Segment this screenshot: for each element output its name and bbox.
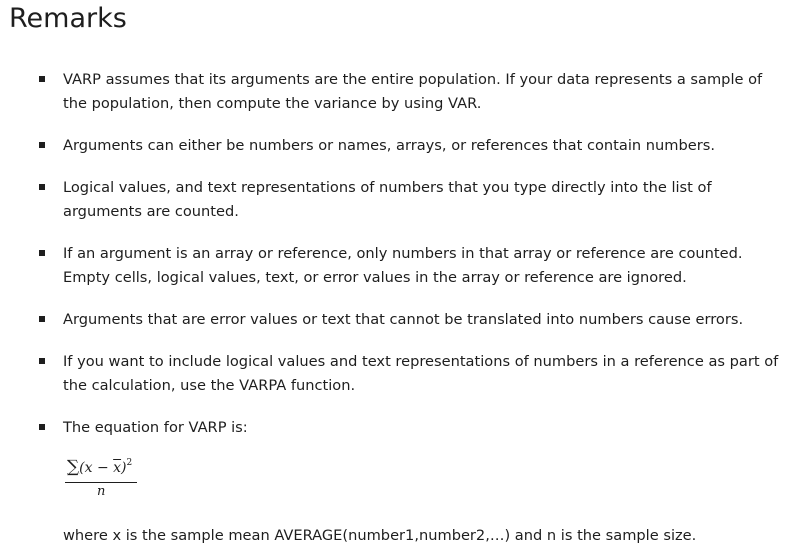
- bullet-icon: [39, 316, 45, 322]
- formula-xbar: $\overline{x}$: [113, 460, 122, 476]
- formula-numerator: [67, 457, 132, 477]
- remark-text: If you want to include logical values and text representations of numbers in a reference as part of the calculation, use the VARPA function.: [63, 353, 779, 394]
- formula-exponent: 2: [126, 458, 133, 468]
- bullet-icon: [39, 76, 45, 82]
- where-text: where x is the sample mean AVERAGE(number1,number2,…) and n is the sample size.: [63, 527, 697, 544]
- formula-open: (x −: [79, 460, 114, 476]
- bullet-icon: [39, 424, 45, 430]
- bullet-icon: [39, 184, 45, 190]
- remark-text: VARP assumes that its arguments are the entire population. If your data represents a sample of the population, then compute the variance by using VAR.: [63, 71, 763, 112]
- bullet-icon: [39, 142, 45, 148]
- formula-denominator: n: [97, 484, 106, 499]
- remark-text: The equation for VARP is:: [63, 419, 248, 436]
- remark-text: If an argument is an array or reference, only numbers in that array or reference are counted. Empty cells, logical values, text, or error values in the array or reference are ignored.: [63, 245, 743, 286]
- bullet-icon: [39, 250, 45, 256]
- variance-formula: [65, 455, 139, 505]
- bullet-icon: [39, 358, 45, 364]
- remark-text: Logical values, and text representations of numbers that you type directly into the list of arguments are counted.: [63, 179, 712, 220]
- sigma-symbol: ∑: [67, 457, 80, 477]
- remark-text: Arguments that are error values or text that cannot be translated into numbers cause errors.: [63, 311, 744, 328]
- remark-text: Arguments can either be numbers or names, arrays, or references that contain numbers.: [63, 137, 715, 154]
- formula-close: ): [121, 460, 127, 476]
- fraction-bar: [65, 482, 137, 483]
- page-title: Remarks: [9, 3, 127, 34]
